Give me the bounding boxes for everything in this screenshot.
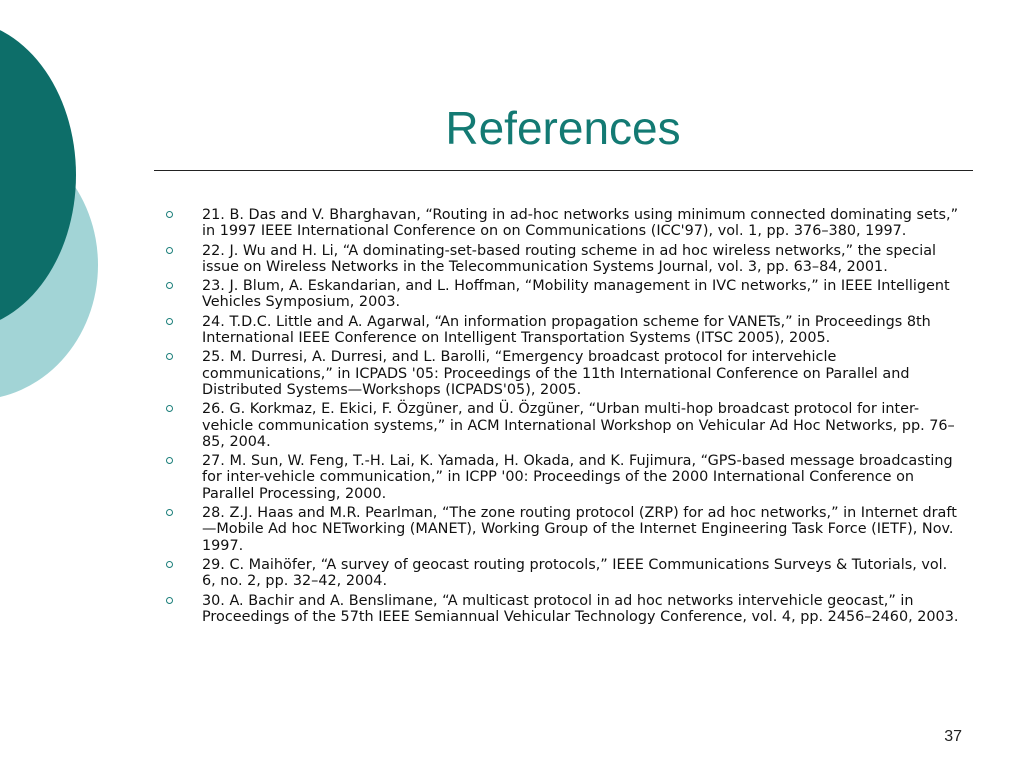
reference-item bbox=[164, 401, 964, 450]
reference-item bbox=[164, 278, 964, 311]
reference-text: 22. J. Wu and H. Li, “A dominating-set-based routing scheme in ad hoc wireless networks,” the special issue on Wireless Networks in the Telecommunication Systems Journal, vol. 3, pp. 63–84, 2001. bbox=[202, 242, 937, 275]
reference-text: 25. M. Durresi, A. Durresi, and L. Barolli, “Emergency broadcast protocol for intervehicle communications,” in ICPADS '05: Proceedings of the 11th International Conference on Parallel and Distributed Systems—Workshops (ICPADS'05), 2005. bbox=[202, 349, 910, 398]
reference-text: 27. M. Sun, W. Feng, T.-H. Lai, K. Yamada, H. Okada, and K. Fujimura, “GPS-based message broadcasting for inter-vehicle communication,” in ICPP '00: Proceedings of the 2000 International Conference on Parallel Processing, 2000. bbox=[202, 453, 953, 502]
reference-text: 23. J. Blum, A. Eskandarian, and L. Hoffman, “Mobility management in IVC networks,” in IEEE Intelligent Vehicles Symposium, 2003. bbox=[202, 278, 950, 311]
slide-title: References bbox=[445, 102, 681, 154]
reference-text: 30. A. Bachir and A. Benslimane, “A multicast protocol in ad hoc networks intervehicle geocast,” in Proceedings of the 57th IEEE Semiannual Vehicular Technology Conference, vol. 4, pp. 2456–2460, 2003. bbox=[202, 592, 959, 625]
reference-text: 28. Z.J. Haas and M.R. Pearlman, “The zone routing protocol (ZRP) for ad hoc networks,” in Internet draft—Mobile Ad hoc NETworking (MANET), Working Group of the Internet Engineering Task Force (IETF), Nov. 1997. bbox=[202, 505, 957, 554]
hollow-circle-bullet-icon bbox=[166, 457, 173, 464]
hollow-circle-bullet-icon bbox=[166, 211, 173, 218]
hollow-circle-bullet-icon bbox=[166, 353, 173, 360]
reference-item bbox=[164, 593, 964, 626]
reference-item bbox=[164, 349, 964, 398]
hollow-circle-bullet-icon bbox=[166, 247, 173, 254]
hollow-circle-bullet-icon bbox=[166, 282, 173, 289]
reference-list bbox=[164, 207, 964, 628]
title-divider bbox=[154, 170, 973, 171]
reference-item bbox=[164, 207, 964, 240]
reference-item bbox=[164, 453, 964, 502]
reference-text: 21. B. Das and V. Bharghavan, “Routing in ad-hoc networks using minimum connected dominating sets,” in 1997 IEEE International Conference on on Communications (ICC'97), vol. 1, pp. 376–380, 1997. bbox=[202, 207, 959, 240]
reference-item bbox=[164, 557, 964, 590]
reference-item bbox=[164, 314, 964, 347]
reference-item bbox=[164, 505, 964, 554]
hollow-circle-bullet-icon bbox=[166, 405, 173, 412]
page-number: 37 bbox=[944, 728, 962, 745]
hollow-circle-bullet-icon bbox=[166, 318, 173, 325]
reference-item bbox=[164, 243, 964, 276]
hollow-circle-bullet-icon bbox=[166, 509, 173, 516]
reference-text: 29. C. Maihöfer, “A survey of geocast routing protocols,” IEEE Communications Surveys & Tutorials, vol. 6, no. 2, pp. 32–42, 2004. bbox=[202, 556, 948, 590]
reference-text: 26. G. Korkmaz, E. Ekici, F. Özgüner, and Ü. Özgüner, “Urban multi-hop broadcast protocol for inter-vehicle communication systems,” in ACM International Workshop on Vehicular Ad Hoc Networks, pp. 76–85, 2004. bbox=[202, 401, 955, 450]
reference-text: 24. T.D.C. Little and A. Agarwal, “An information propagation scheme for VANETs,” in Proceedings 8th International IEEE Conference on Intelligent Transportation Systems (ITSC 2005), 2005. bbox=[202, 313, 931, 347]
hollow-circle-bullet-icon bbox=[166, 561, 173, 568]
hollow-circle-bullet-icon bbox=[166, 597, 173, 604]
